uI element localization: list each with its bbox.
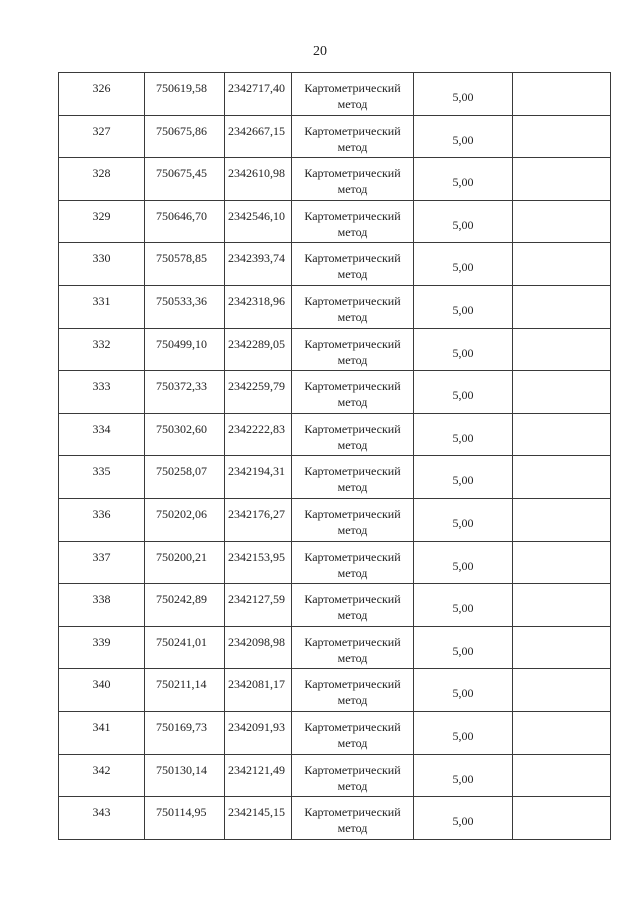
- point-number-cell: 331: [59, 285, 145, 328]
- note-cell: [513, 243, 611, 286]
- method-line-1: Картометрический: [304, 762, 401, 777]
- method-line-1: Картометрический: [304, 506, 401, 521]
- x-coordinate-cell: 750202,06: [145, 498, 225, 541]
- note-cell: [513, 669, 611, 712]
- y-coordinate-cell: 2342546,10: [225, 200, 292, 243]
- method-line-2: метод: [337, 565, 368, 580]
- note-cell: [513, 328, 611, 371]
- x-coordinate-cell: 750619,58: [145, 73, 225, 116]
- accuracy-cell: 5,00: [414, 498, 513, 541]
- x-coordinate-cell: 750646,70: [145, 200, 225, 243]
- coordinates-table: [58, 72, 611, 840]
- note-cell: [513, 371, 611, 414]
- method-line-1: Картометрический: [304, 592, 401, 607]
- accuracy-cell: 5,00: [414, 711, 513, 754]
- note-cell: [513, 498, 611, 541]
- accuracy-cell: 5,00: [414, 754, 513, 797]
- y-coordinate-cell: 2342176,27: [225, 498, 292, 541]
- y-coordinate-cell: 2342393,74: [225, 243, 292, 286]
- method-line-1: Картометрический: [304, 719, 401, 734]
- point-number-cell: 337: [59, 541, 145, 584]
- y-coordinate-cell: 2342222,83: [225, 413, 292, 456]
- table-row: [59, 797, 611, 840]
- method-line-2: метод: [337, 182, 368, 197]
- point-number-cell: 342: [59, 754, 145, 797]
- point-number-cell: 327: [59, 115, 145, 158]
- accuracy-cell: 5,00: [414, 158, 513, 201]
- method-line-2: метод: [337, 650, 368, 665]
- method-cell: [292, 456, 414, 499]
- method-line-1: Картометрический: [304, 379, 401, 394]
- y-coordinate-cell: 2342121,49: [225, 754, 292, 797]
- method-line-1: Картометрический: [304, 549, 401, 564]
- method-cell: [292, 584, 414, 627]
- method-cell: [292, 626, 414, 669]
- table-row: [59, 73, 611, 116]
- table-row: [59, 711, 611, 754]
- note-cell: [513, 158, 611, 201]
- table-row: [59, 669, 611, 712]
- method-line-1: Картометрический: [304, 421, 401, 436]
- accuracy-cell: 5,00: [414, 200, 513, 243]
- y-coordinate-cell: 2342194,31: [225, 456, 292, 499]
- y-coordinate-cell: 2342289,05: [225, 328, 292, 371]
- page-number: 20: [313, 44, 327, 59]
- y-coordinate-cell: 2342259,79: [225, 371, 292, 414]
- method-cell: [292, 158, 414, 201]
- table-row: [59, 584, 611, 627]
- accuracy-cell: 5,00: [414, 584, 513, 627]
- x-coordinate-cell: 750533,36: [145, 285, 225, 328]
- method-line-1: Картометрический: [304, 336, 401, 351]
- y-coordinate-cell: 2342610,98: [225, 158, 292, 201]
- method-cell: [292, 541, 414, 584]
- x-coordinate-cell: 750242,89: [145, 584, 225, 627]
- note-cell: [513, 115, 611, 158]
- point-number-cell: 326: [59, 73, 145, 116]
- point-number-cell: 330: [59, 243, 145, 286]
- point-number-cell: 338: [59, 584, 145, 627]
- method-cell: [292, 200, 414, 243]
- point-number-cell: 336: [59, 498, 145, 541]
- y-coordinate-cell: 2342318,96: [225, 285, 292, 328]
- point-number-cell: 332: [59, 328, 145, 371]
- method-cell: [292, 243, 414, 286]
- accuracy-cell: 5,00: [414, 456, 513, 499]
- method-line-2: метод: [337, 693, 368, 708]
- point-number-cell: 329: [59, 200, 145, 243]
- method-cell: [292, 754, 414, 797]
- note-cell: [513, 456, 611, 499]
- table-row: [59, 754, 611, 797]
- x-coordinate-cell: 750578,85: [145, 243, 225, 286]
- table-row: [59, 456, 611, 499]
- table-row: [59, 413, 611, 456]
- method-line-2: метод: [337, 608, 368, 623]
- y-coordinate-cell: 2342667,15: [225, 115, 292, 158]
- accuracy-cell: 5,00: [414, 243, 513, 286]
- method-line-2: метод: [337, 821, 368, 836]
- note-cell: [513, 541, 611, 584]
- table-row: [59, 498, 611, 541]
- method-cell: [292, 328, 414, 371]
- method-line-2: метод: [337, 778, 368, 793]
- note-cell: [513, 73, 611, 116]
- accuracy-cell: 5,00: [414, 669, 513, 712]
- method-cell: [292, 797, 414, 840]
- table-row: [59, 115, 611, 158]
- table-row: [59, 200, 611, 243]
- accuracy-cell: 5,00: [414, 328, 513, 371]
- y-coordinate-cell: 2342098,98: [225, 626, 292, 669]
- x-coordinate-cell: 750675,86: [145, 115, 225, 158]
- x-coordinate-cell: 750114,95: [145, 797, 225, 840]
- note-cell: [513, 285, 611, 328]
- accuracy-cell: 5,00: [414, 797, 513, 840]
- method-line-2: метод: [337, 437, 368, 452]
- method-line-1: Картометрический: [304, 677, 401, 692]
- method-line-2: метод: [337, 267, 368, 282]
- x-coordinate-cell: 750675,45: [145, 158, 225, 201]
- x-coordinate-cell: 750130,14: [145, 754, 225, 797]
- x-coordinate-cell: 750169,73: [145, 711, 225, 754]
- table-row: [59, 541, 611, 584]
- method-line-1: Картометрический: [304, 805, 401, 820]
- y-coordinate-cell: 2342153,95: [225, 541, 292, 584]
- method-cell: [292, 711, 414, 754]
- method-line-2: метод: [337, 139, 368, 154]
- accuracy-cell: 5,00: [414, 115, 513, 158]
- accuracy-cell: 5,00: [414, 413, 513, 456]
- table-row: [59, 371, 611, 414]
- x-coordinate-cell: 750372,33: [145, 371, 225, 414]
- method-line-2: метод: [337, 735, 368, 750]
- method-cell: [292, 115, 414, 158]
- point-number-cell: 328: [59, 158, 145, 201]
- method-line-1: Картометрический: [304, 208, 401, 223]
- x-coordinate-cell: 750200,21: [145, 541, 225, 584]
- table-row: [59, 328, 611, 371]
- method-cell: [292, 73, 414, 116]
- y-coordinate-cell: 2342717,40: [225, 73, 292, 116]
- method-cell: [292, 669, 414, 712]
- method-line-1: Картометрический: [304, 293, 401, 308]
- method-line-2: метод: [337, 309, 368, 324]
- x-coordinate-cell: 750302,60: [145, 413, 225, 456]
- method-line-1: Картометрический: [304, 81, 401, 95]
- table-row: [59, 626, 611, 669]
- accuracy-cell: 5,00: [414, 626, 513, 669]
- method-line-2: метод: [337, 522, 368, 537]
- point-number-cell: 343: [59, 797, 145, 840]
- method-line-1: Картометрический: [304, 464, 401, 479]
- y-coordinate-cell: 2342081,17: [225, 669, 292, 712]
- x-coordinate-cell: 750499,10: [145, 328, 225, 371]
- note-cell: [513, 711, 611, 754]
- note-cell: [513, 797, 611, 840]
- point-number-cell: 339: [59, 626, 145, 669]
- x-coordinate-cell: 750211,14: [145, 669, 225, 712]
- method-line-1: Картометрический: [304, 123, 401, 138]
- note-cell: [513, 584, 611, 627]
- note-cell: [513, 626, 611, 669]
- table-body: [59, 73, 611, 840]
- method-line-1: Картометрический: [304, 166, 401, 181]
- y-coordinate-cell: 2342091,93: [225, 711, 292, 754]
- method-line-1: Картометрический: [304, 634, 401, 649]
- x-coordinate-cell: 750241,01: [145, 626, 225, 669]
- table-row: [59, 243, 611, 286]
- point-number-cell: 335: [59, 456, 145, 499]
- method-line-2: метод: [337, 352, 368, 367]
- method-line-2: метод: [337, 395, 368, 410]
- note-cell: [513, 413, 611, 456]
- method-cell: [292, 498, 414, 541]
- accuracy-cell: 5,00: [414, 371, 513, 414]
- accuracy-cell: 5,00: [414, 285, 513, 328]
- accuracy-cell: 5,00: [414, 541, 513, 584]
- method-cell: [292, 285, 414, 328]
- point-number-cell: 334: [59, 413, 145, 456]
- y-coordinate-cell: 2342127,59: [225, 584, 292, 627]
- point-number-cell: 333: [59, 371, 145, 414]
- table-row: [59, 285, 611, 328]
- method-cell: [292, 413, 414, 456]
- point-number-cell: 340: [59, 669, 145, 712]
- accuracy-cell: 5,00: [414, 73, 513, 116]
- method-line-1: Картометрический: [304, 251, 401, 266]
- table-row: [59, 158, 611, 201]
- y-coordinate-cell: 2342145,15: [225, 797, 292, 840]
- method-cell: [292, 371, 414, 414]
- point-number-cell: 341: [59, 711, 145, 754]
- note-cell: [513, 754, 611, 797]
- x-coordinate-cell: 750258,07: [145, 456, 225, 499]
- method-line-2: метод: [337, 97, 368, 111]
- note-cell: [513, 200, 611, 243]
- method-line-2: метод: [337, 224, 368, 239]
- method-line-2: метод: [337, 480, 368, 495]
